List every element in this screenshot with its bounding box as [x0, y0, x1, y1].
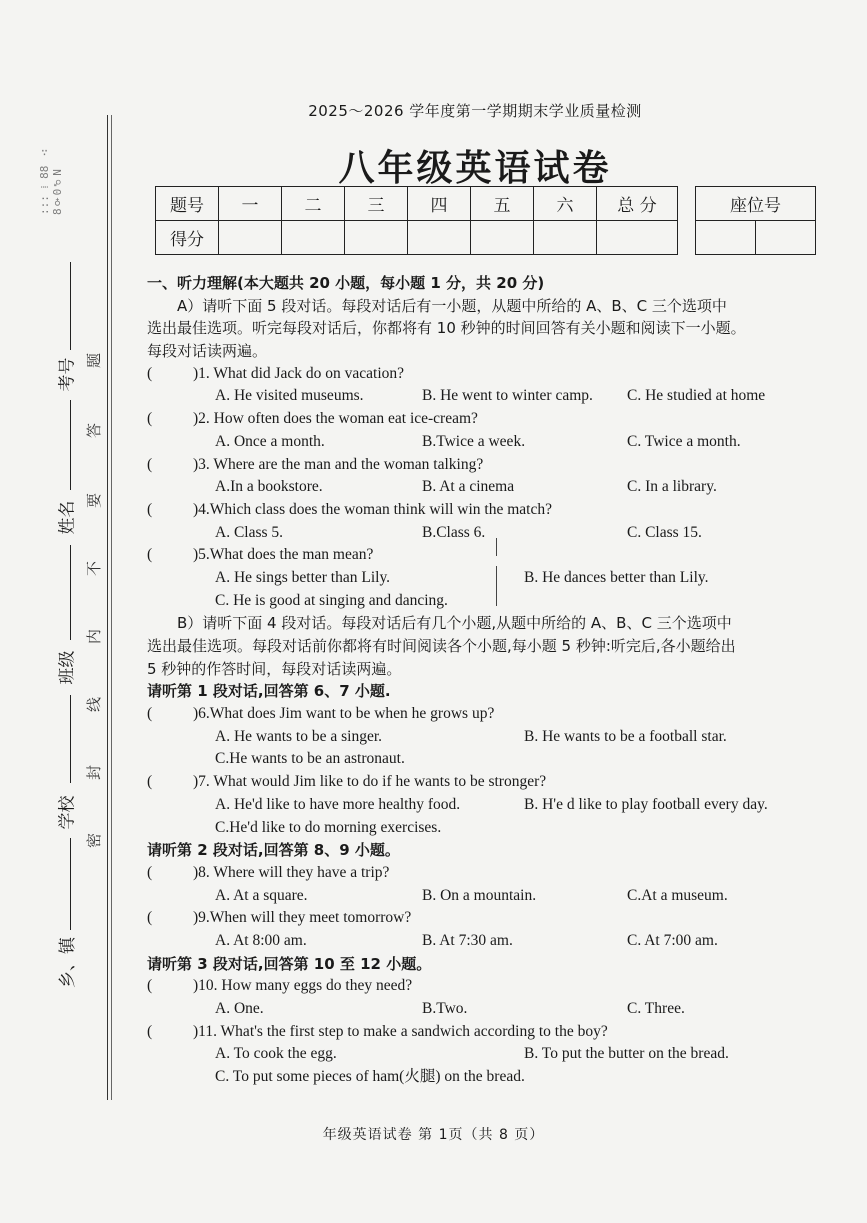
option-c: C. In a library. [627, 478, 717, 496]
option-b: B.Twice a week. [422, 432, 526, 450]
question-stem: )10. How many eggs do they need? [193, 977, 413, 995]
score-header-cell: 题号 [156, 187, 219, 221]
score-header-cell: 四 [408, 187, 471, 221]
score-header-cell: 总 分 [597, 187, 678, 221]
part-b-instructions: 5 秒钟的作答时间，每段对话读两遍。 [147, 659, 402, 678]
part-a-instructions: 选出最佳选项。听完每段对话后，你都将有 10 秒钟的时间回答有关小题和阅读下一小题。 [147, 319, 746, 338]
option-a: A. Class 5. [215, 523, 284, 541]
seal-char: 答 [85, 422, 104, 439]
options-5-c [147, 590, 817, 613]
option-a: A. At a square. [215, 886, 308, 904]
option-a: A. He'd like to have more healthy food. [215, 795, 461, 813]
option-b: B. He dances better than Lily. [524, 568, 709, 586]
option-b: B. On a mountain. [422, 886, 537, 904]
question-3: ( )3. Where are the man and the woman talking? [147, 455, 484, 473]
seal-char: 封 [85, 764, 104, 781]
score-cell[interactable] [534, 221, 597, 255]
option-c: C. Three. [627, 1000, 685, 1017]
section-heading: 一、听力理解(本大题共 20 小题，每小题 1 分，共 20 分) [147, 274, 545, 292]
option-b: B. He went to winter camp. [422, 387, 593, 405]
question-1: ( )1. What did Jack do on vacation? [147, 364, 405, 382]
options-8 [147, 885, 817, 908]
options-6 [147, 726, 817, 749]
score-header-cell: 六 [534, 187, 597, 221]
score-table [155, 186, 678, 255]
option-a: A. He visited museums. [215, 387, 364, 405]
section-listening [147, 272, 817, 1089]
option-a: A. To cook the egg. [215, 1045, 337, 1063]
options-9 [147, 930, 817, 953]
name-label: 姓名 [57, 500, 78, 535]
class-line [70, 545, 71, 640]
question-stem: )2. How often does the woman eat ice-cream? [193, 410, 478, 428]
options-4 [147, 522, 817, 545]
question-stem: )8. Where will they have a trip? [193, 863, 390, 881]
part-b-instructions: 选出最佳选项。每段对话前你都将有时间阅读各个小题,每小题 5 秒钟:听完后,各小题给出 [147, 637, 736, 655]
page-footer: 年级英语试卷 第 1页（共 8 页） [322, 1127, 545, 1143]
options-1 [147, 385, 817, 408]
seat-table [695, 186, 816, 255]
options-2 [147, 431, 817, 454]
part-b-instructions: B）请听下面 4 段对话。每段对话后有几个小题,从题中所给的 A、B、C 三个选项中 [177, 614, 732, 633]
option-c: C. To put some pieces of ham(火腿) on the bread. [215, 1068, 525, 1086]
options-3 [147, 476, 817, 499]
options-7-c [147, 817, 817, 840]
option-c: C. Class 15. [627, 523, 702, 541]
seal-char: 题 [85, 352, 104, 369]
question-stem: )7. What would Jim like to do if he wants to be stronger? [193, 773, 547, 791]
score-cell[interactable] [597, 221, 678, 255]
options-6-c [147, 748, 817, 771]
question-stem: )4.Which class does the woman think will win the match? [193, 500, 552, 518]
question-stem: )6.What does Jim want to be when he grows up? [193, 705, 495, 723]
seat-cell[interactable] [696, 221, 756, 255]
option-b: B. At 7:30 am. [422, 931, 513, 949]
question-stem: )1. What did Jack do on vacation? [193, 364, 405, 382]
dialogue-2-heading: 请听第 2 段对话,回答第 8、9 小题。 [147, 841, 400, 860]
exam-subtitle: 八年级英语试卷 [338, 148, 612, 189]
options-11 [147, 1043, 817, 1066]
question-4: ( )4.Which class does the woman think will win the match? [147, 500, 552, 518]
option-a: A. He wants to be a singer. [215, 727, 383, 745]
question-6: ( )6.What does Jim want to be when he grows up? [147, 705, 495, 723]
seal-char: 线 [85, 696, 104, 713]
option-c: C.He'd like to do morning exercises. [215, 818, 442, 836]
option-a: A. Once a month. [215, 432, 325, 450]
township-line [70, 838, 71, 930]
question-stem: )5.What does the man mean? [193, 546, 374, 564]
question-5: ( )5.What does the man mean? [147, 546, 374, 564]
exam-title: 2025～2026 学年度第一学期期末学业质量检测 [308, 102, 642, 120]
score-header-cell: 二 [282, 187, 345, 221]
option-c: C. Twice a month. [627, 432, 741, 450]
option-c: C. He is good at singing and dancing. [215, 591, 448, 609]
option-b: B. To put the butter on the bread. [524, 1045, 729, 1063]
seal-char: 内 [85, 628, 104, 645]
score-cell[interactable] [408, 221, 471, 255]
binding-line [107, 115, 108, 1100]
options-11-c [147, 1066, 817, 1089]
options-10 [147, 998, 817, 1021]
score-cell[interactable] [471, 221, 534, 255]
option-c: C.He wants to be an astronaut. [215, 750, 405, 768]
option-b: B.Class 6. [422, 523, 486, 541]
option-a: A.In a bookstore. [215, 478, 323, 496]
option-b: B. H'e d like to play football every day. [524, 795, 768, 813]
question-2: ( )2. How often does the woman eat ice-cream? [147, 410, 478, 428]
binding-line-inner [111, 115, 112, 1100]
score-cell[interactable] [282, 221, 345, 255]
options-5 [147, 567, 817, 590]
option-b: B.Two. [422, 1000, 468, 1017]
seal-char: 不 [85, 560, 104, 577]
score-cell[interactable] [219, 221, 282, 255]
school-line [70, 695, 71, 783]
score-header-cell: 五 [471, 187, 534, 221]
exam-number-label: 考号 [57, 357, 78, 392]
score-header-cell: 一 [219, 187, 282, 221]
seal-char: 要 [85, 492, 104, 509]
score-header-cell: 三 [345, 187, 408, 221]
class-label: 班级 [57, 650, 78, 685]
margin-stamp-marks: ::: ⁞ 88 ∴ 8♀0♂N [38, 145, 64, 215]
option-c: C. He studied at home [627, 387, 766, 405]
option-a: A. He sings better than Lily. [215, 568, 391, 586]
question-8: ( )8. Where will they have a trip? [147, 863, 390, 881]
binding-margin [0, 0, 112, 1150]
seat-label: 座位号 [696, 187, 816, 221]
school-label: 学校 [57, 795, 78, 830]
dialogue-3-heading: 请听第 3 段对话,回答第 10 至 12 小题。 [147, 954, 432, 973]
question-stem: )9.When will they meet tomorrow? [193, 909, 412, 927]
question-stem: )3. Where are the man and the woman talking? [193, 455, 484, 473]
name-line [70, 400, 71, 490]
score-cell[interactable] [345, 221, 408, 255]
option-a: A. At 8:00 am. [215, 931, 307, 949]
seat-cell[interactable] [756, 221, 816, 255]
question-11: ( )11. What's the first step to make a sandwich according to the boy? [147, 1022, 608, 1040]
township-label: 乡、镇 [58, 937, 78, 988]
option-b: B. He wants to be a football star. [524, 727, 727, 745]
seal-char: 密 [85, 832, 104, 849]
question-9: ( )9.When will they meet tomorrow? [147, 909, 412, 927]
part-a-instructions: 每段对话读两遍。 [147, 342, 268, 361]
exam-number-line [70, 262, 71, 350]
option-b: B. At a cinema [422, 478, 515, 496]
option-c: C. At 7:00 am. [627, 931, 718, 949]
question-7: ( )7. What would Jim like to do if he wants to be stronger? [147, 773, 547, 791]
option-c: C.At a museum. [627, 886, 728, 904]
question-stem: )11. What's the first step to make a sandwich according to the boy? [193, 1022, 608, 1040]
question-10: ( )10. How many eggs do they need? [147, 977, 413, 995]
dialogue-1-heading: 请听第 1 段对话,回答第 6、7 小题. [147, 682, 391, 701]
score-row-label: 得分 [156, 221, 219, 255]
options-7 [147, 794, 817, 817]
option-a: A. One. [215, 1000, 264, 1017]
part-a-instructions: A）请听下面 5 段对话。每段对话后有一小题，从题中所给的 A、B、C 三个选项中 [177, 296, 727, 315]
